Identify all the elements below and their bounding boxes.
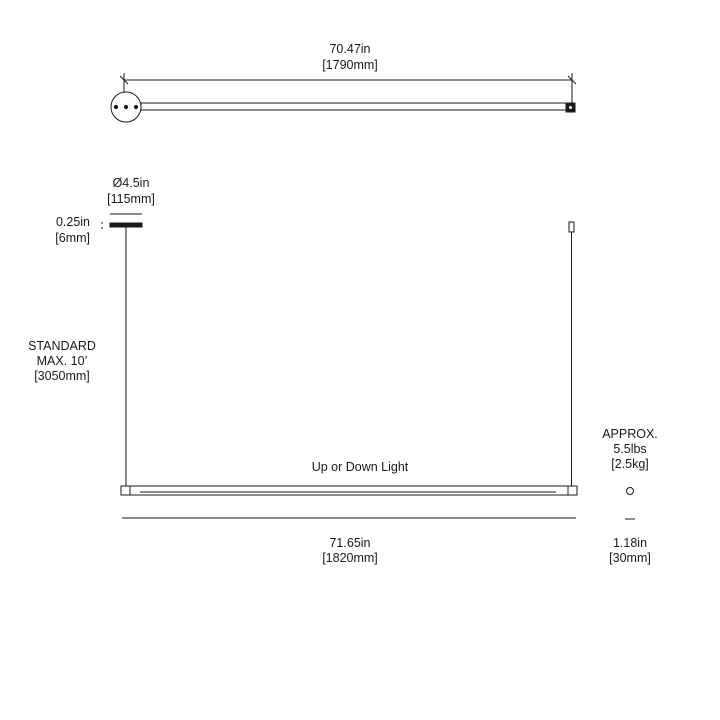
canopy-screw-right	[134, 105, 137, 108]
canopy-diameter-label-in: Ø4.5in	[112, 176, 150, 190]
canopy-diameter-label-mm: [115mm]	[107, 192, 155, 206]
weight-label-line1: APPROX.	[602, 427, 658, 441]
canopy-thickness-label-mm: [6mm]	[55, 231, 90, 245]
fixture-front-bar	[121, 486, 577, 495]
profile-height-label-in: 1.18in	[612, 536, 648, 550]
canopy-screw-center	[124, 105, 127, 108]
fixture-length-label-in: 71.65in	[329, 536, 371, 550]
profile-end-circle	[627, 488, 634, 495]
top-width-label-in: 70.47in	[329, 42, 371, 56]
light-direction-label: Up or Down Light	[311, 460, 409, 474]
suspension-label-line3: [3050mm]	[34, 369, 90, 383]
canopy-thickness-label-in: 0.25in	[55, 215, 90, 229]
top-width-label-mm: [1790mm]	[322, 58, 378, 72]
weight-label-line2: 5.5lbs	[613, 442, 647, 456]
right-cable-gripper	[569, 222, 574, 232]
fixture-top-bar	[141, 103, 574, 110]
fixture-length-label-mm: [1820mm]	[322, 551, 378, 565]
fixture-top-endcap-dot	[569, 106, 573, 110]
top-view	[111, 73, 576, 122]
canopy-side	[110, 223, 142, 227]
fixture-front-endcap-left	[121, 486, 130, 495]
profile-height-label-mm: [30mm]	[609, 551, 651, 565]
canopy-screw-left	[114, 105, 117, 108]
suspension-label-line2: MAX. 10’	[36, 354, 88, 368]
suspension-label-line1: STANDARD	[28, 339, 96, 353]
fixture-front-endcap-right	[568, 486, 577, 495]
weight-label-line3: [2.5kg]	[611, 457, 649, 471]
